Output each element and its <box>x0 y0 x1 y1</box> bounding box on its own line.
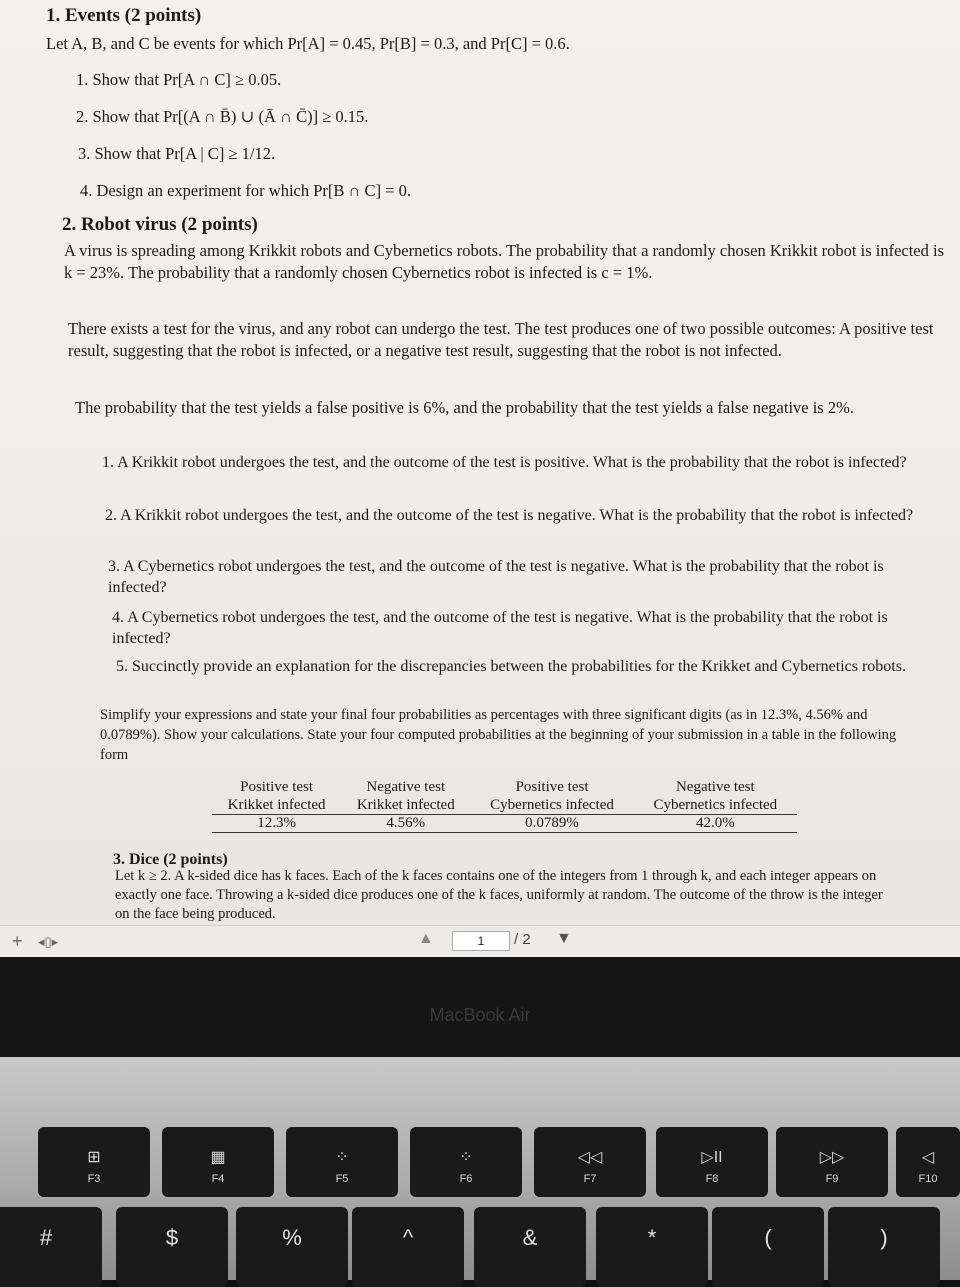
mission-control-icon: ⊞ <box>87 1149 101 1166</box>
table-value-cell: 0.0789% <box>470 815 633 833</box>
key-left-paren[interactable] <box>712 1207 824 1287</box>
key-f6[interactable] <box>410 1127 522 1197</box>
key-label: F9 <box>825 1173 839 1185</box>
section1-title: 1. Events (2 points) <box>46 5 202 26</box>
section2-para-3: The probability that the test yields a false positive is 6%, and the probability that the test yields a false negative is 2%. <box>75 398 854 417</box>
section2-title: 2. Robot virus (2 points) <box>62 214 258 235</box>
table-value-cell: 42.0% <box>634 815 797 833</box>
mute-icon: ◁ <box>921 1149 935 1166</box>
key-dollar[interactable] <box>116 1207 228 1287</box>
table-header-cell: Cybernetics infected <box>653 797 778 813</box>
section2-question-2: 2. A Krikkit robot undergoes the test, and the outcome of the test is negative. What is the probability that the robot is infected? <box>105 507 914 524</box>
section1-intro: Let A, B, and C be events for which Pr[A] = 0.45, Pr[B] = 0.3, and Pr[C] = 0.6. <box>46 34 570 53</box>
key-f3[interactable] <box>38 1127 150 1197</box>
answer-table <box>212 778 797 833</box>
section2-para-2: There exists a test for the virus, and any robot can undergo the test. The test produces one of two possible outcomes: A positive test result, suggesting that the robot is infected, or a negative test result, suggesting that the robot is not infected. <box>68 319 934 360</box>
section1-item-4: 4. Design an experiment for which Pr[B ∩ C] = 0. <box>80 181 411 200</box>
table-header-cell: Positive test <box>240 779 314 795</box>
key-label: F4 <box>211 1173 225 1185</box>
keyboard-bright-icon: ⁘ <box>459 1149 473 1166</box>
rotate-icon[interactable]: ◂▯▸ <box>38 934 59 949</box>
table-header-cell: Positive test <box>515 779 589 795</box>
section2-question-5: 5. Succinctly provide an explanation for the discrepancies between the probabilities for the Krikket and Cybernetics robots. <box>116 658 906 675</box>
keyboard-dim-icon: ⁘ <box>335 1149 349 1166</box>
key-label: F10 <box>918 1173 938 1185</box>
table-value-cell: 12.3% <box>212 815 341 833</box>
key-f5[interactable] <box>286 1127 398 1197</box>
launchpad-icon: ▦ <box>210 1149 226 1166</box>
key-right-paren[interactable] <box>828 1207 940 1287</box>
key-caret[interactable] <box>352 1207 464 1287</box>
section2-para-1: A virus is spreading among Krikkit robots and Cybernetics robots. The probability that a randomly chosen Krikkit robot is infected is k = 23%. The probability that a randomly chosen Cybernetics robot is infected is c = 1%. <box>64 241 945 282</box>
section2-question-3: 3. A Cybernetics robot undergoes the test, and the outcome of the test is negative. What is the probability that the robot is infected? <box>108 558 884 596</box>
answer-table-value-row <box>212 815 797 833</box>
section1-item-1: 1. Show that Pr[A ∩ C] ≥ 0.05. <box>76 70 282 89</box>
key-ampersand[interactable] <box>474 1207 586 1287</box>
rewind-icon: ◁◁ <box>577 1149 603 1166</box>
key-label: F8 <box>705 1173 719 1185</box>
table-header-cell: Negative test <box>366 779 446 795</box>
fast-forward-icon: ▷▷ <box>819 1149 845 1166</box>
key-asterisk[interactable] <box>596 1207 708 1287</box>
key-f10[interactable] <box>896 1127 960 1197</box>
key-label: F6 <box>459 1173 473 1185</box>
laptop-keyboard <box>0 1057 960 1280</box>
key-f7[interactable] <box>534 1127 646 1197</box>
key-symbol: ^ <box>402 1225 414 1250</box>
section2-question-1: 1. A Krikkit robot undergoes the test, and the outcome of the test is positive. What is the probability that the robot is infected? <box>102 454 907 471</box>
key-symbol: # <box>39 1225 53 1250</box>
table-header-cell: Krikket infected <box>227 797 326 813</box>
section3-para-1: Let k ≥ 2. A k-sided dice has k faces. Each of the k faces contains one of the integers from 1 through k, and each integer appears on exactly one face. Throwing a k-sided dice produces one of the k faces, uniformly at random. The outcome of the throw is the integer on the face being produced. <box>115 868 883 922</box>
section1-item-3: 3. Show that Pr[A | C] ≥ 1/12. <box>78 144 276 163</box>
key-percent[interactable] <box>236 1207 348 1287</box>
key-symbol: & <box>522 1225 538 1250</box>
laptop-brand-label: MacBook Air <box>429 1005 531 1025</box>
key-symbol: $ <box>165 1225 179 1250</box>
key-label: F7 <box>583 1173 597 1185</box>
key-symbol: * <box>647 1225 657 1250</box>
table-header-cell: Negative test <box>675 779 755 795</box>
section2-question-4: 4. A Cybernetics robot undergoes the test, and the outcome of the test is negative. What is the probability that the robot is infected? <box>112 609 888 647</box>
section1-item-2: 2. Show that Pr[(A ∩ B̄) ∪ (Ā ∩ C̄)] ≥ 0.15. <box>76 107 369 126</box>
section2-para-4: Simplify your expressions and state your final four probabilities as percentages with three significant digits (as in 12.3%, 4.56% and 0.0789%). Show your calculations. State your four computed probabilities at the beginning of your submission in a table in the following form <box>100 707 897 763</box>
key-label: F5 <box>335 1173 349 1185</box>
key-f8[interactable] <box>656 1127 768 1197</box>
laptop-bezel <box>0 957 960 1057</box>
key-hash[interactable] <box>0 1207 102 1287</box>
key-symbol: % <box>282 1225 302 1250</box>
key-f4[interactable] <box>162 1127 274 1197</box>
page-total: / 2 <box>514 931 531 948</box>
zoom-in-button[interactable]: + <box>12 931 23 951</box>
key-f9[interactable] <box>776 1127 888 1197</box>
pdf-viewer-toolbar <box>0 925 960 958</box>
next-page-icon[interactable]: ▼ <box>556 930 572 947</box>
play-pause-icon: ▷II <box>701 1149 723 1166</box>
table-header-cell: Krikket infected <box>356 797 455 813</box>
answer-table-header-row-1 <box>212 778 797 796</box>
page-number-input[interactable]: 1 <box>452 931 510 951</box>
key-label: F3 <box>87 1173 101 1185</box>
table-value-cell: 4.56% <box>341 815 470 833</box>
prev-page-icon[interactable]: ▲ <box>418 930 434 947</box>
table-header-cell: Cybernetics infected <box>490 797 614 813</box>
section3-title: 3. Dice (2 points) <box>113 851 228 868</box>
key-symbol: ( <box>764 1225 772 1250</box>
key-symbol: ) <box>880 1225 888 1250</box>
answer-table-header-row-2 <box>212 796 797 815</box>
